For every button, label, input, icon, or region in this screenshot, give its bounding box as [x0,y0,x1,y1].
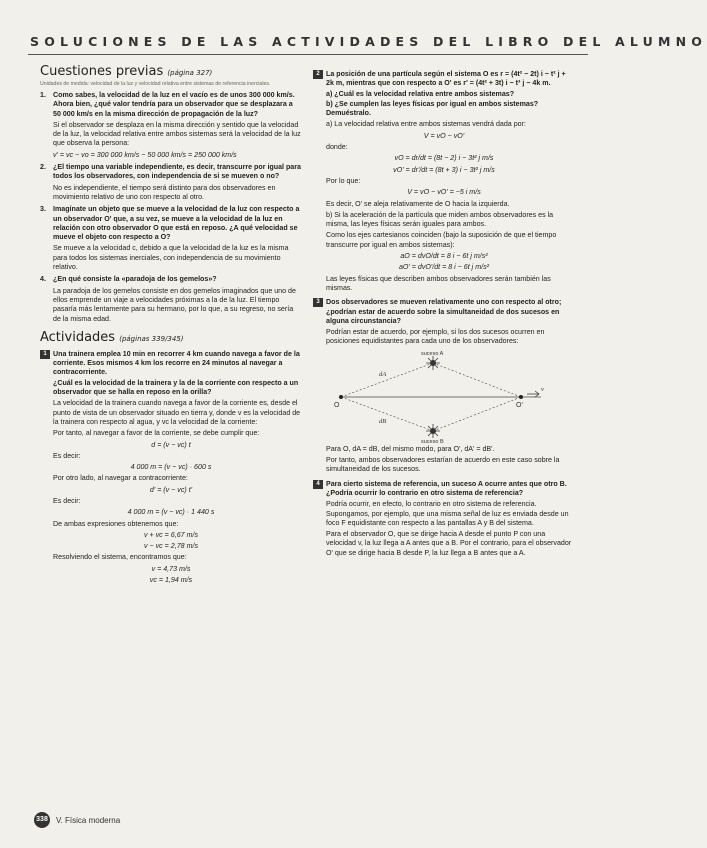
activity-text: Dos observadores se mueven relativamente uno con respecto al otro; ¿podrían estar de acuerdo sobre la simultaneidad de dos sucesos en alguna circunstancia? [326,298,562,325]
equation: V = vO − vO' [423,131,465,140]
equation: v − vc = 2,78 m/s [143,542,198,551]
observer-oprime-dot [519,395,523,399]
label-observer-oprime: O' [516,401,523,409]
answer-text: Para el observador O, que se dirige hacia A desde el punto P con una velocidad v, la luz llega a A antes que a B. Por el contrario, para el observador O' que se dirige hacia B desde P, la luz llega a B antes que a A. [326,530,572,557]
distance-line [433,363,521,397]
answer-text: Es decir: [53,496,81,505]
answer-text: Por tanto, al navegar a favor de la corriente, se debe cumplir que: [53,429,260,438]
event-b-burst-icon [426,424,440,438]
label-da: dA [379,370,387,378]
activity-text: b) ¿Se cumplen las leyes físicas por igual en ambos sistemas? Demuéstralo. [326,99,539,118]
section-subtitle: Unidades de medida: velocidad de la luz y velocidad relativa entre sistemas de referencia inerciales. [40,81,271,87]
equation: vc = 1,94 m/s [149,576,193,585]
answer-text: Es decir: [53,451,81,460]
answer-text: Las leyes físicas que describen ambos observadores serán también las mismas. [326,274,551,292]
page-number: 338 [34,812,50,828]
distance-line [433,397,521,431]
answer-text: Por otro lado, al navegar a contracorriente: [53,474,188,483]
velocity-arrow-icon [527,391,539,397]
answer-2a: a) La velocidad relativa entre ambos sistemas vendrá dada por: [326,120,526,129]
question-number: 3. [40,205,46,214]
activity-text: Una trainera emplea 10 min en recorrer 4 km cuando navega a favor de la corriente. Esos mismos 4 km los recorre en 24 minutos al navegar a contracorriente. [53,349,300,377]
question-3 [40,205,302,242]
simultaneity-diagram [333,351,558,443]
equation: d = (v − vc) t [151,440,191,449]
answer-1: Si el observador se desplaza en la misma dirección y sentido que la velocidad de la luz, la velocidad relativa entre ambos sistemas será la velocidad de la luz que observa la persona: [53,120,301,148]
distance-line [341,397,433,431]
question-text: Imagínate un objeto que se mueve a la velocidad de la luz con respecto a un observador O' que, a su vez, se mueve a la velocidad de la luz en relación con otro observador O que está en reposo. ¿A qué velocidad se mueve el objeto con respecto a O? [53,205,300,242]
equation: vO' = dr'/dt = (8t + 3) i − 3t² j m/s [393,165,495,174]
activity-text: La posición de una partícula según el sistema O es r = (4t² − 2t) i − t² j + 2k m, mientras que con respecto a O' es r' = (4t² + 3t) i − t³ j − 4k m. [326,70,566,88]
section-title-cuestiones [40,64,302,81]
answer-3: Podrían estar de acuerdo, por ejemplo, si los dos sucesos ocurren en posiciones equidistantes para cada uno de los observadores: [326,328,545,346]
question-text: Como sabes, la velocidad de la luz en el vacío es de unos 300 000 km/s. Ahora bien, ¿qué valor tendría para un observador que se desplazara a 50 000 km/s en la misma dirección de propagación de la luz? [53,91,295,118]
distance-line [341,363,433,397]
right-column [313,64,575,558]
answer-4: Podría ocurrir, en efecto, lo contrario en otro sistema de referencia. Supongamos, por ejemplo, que una misma señal de luz es enviada desde un foco F equidistante con respecto a las pantallas A y B del sistema. [326,500,569,527]
answer-2b: b) Si la aceleración de la partícula que miden ambos observadores es la misma, las leyes físicas serán iguales para ambos. [326,210,554,229]
equation: V = vO − vO' = −5 i m/s [407,188,481,197]
equation: 4 000 m = (v − vc) · 600 s [130,463,212,472]
activity-1-question [40,379,302,398]
label-suceso-b: suceso B [421,438,444,445]
activity-2 [313,70,575,89]
activity-text: ¿Cuál es la velocidad de la trainera y la de la corriente con respecto a un observador que se halla en reposo en la orilla? [53,378,299,397]
event-a-burst-icon [426,356,440,370]
question-number: 2. [40,163,46,172]
question-text: ¿El tiempo una variable independiente, es decir, transcurre por igual para todos los observadores, con independencia de si se mueven o no? [53,163,301,181]
answer-4: La paradoja de los gemelos consiste en dos gemelos imaginados que uno de ellos emprende un viaje a velocidades próximas a la de la luz. El tiempo pasaría más lentamente para su hermano, por lo que, a su regreso, no sería de la misma edad. [53,286,296,323]
equation: d' = (v − vc) t' [149,485,193,494]
question-4 [40,275,302,284]
section-title-text: Cuestiones previas [40,64,164,79]
question-2 [40,163,302,182]
page-footer [34,812,120,828]
answer-text: Como los ejes cartesianos coinciden (bajo la suposición de que el tiempo transcurre por igual en ambos sistemas): [326,231,557,249]
section-pages: (página 327) [167,69,213,77]
activity-number: 1 [40,350,50,359]
label-velocity: v [541,385,544,393]
answer-text: Por tanto, ambos observadores estarían de acuerdo en este caso sobre la simultaneidad de los sucesos. [326,456,560,474]
answer-text: Resolviendo el sistema, encontramos que: [53,553,187,562]
answer-2: No es independiente, el tiempo será distinto para dos observadores en movimiento relativo de uno con respecto al otro. [53,183,276,201]
equation: v = 4,73 m/s [151,564,191,573]
equation: aO' = dvO'/dt = 8 i − 6t j m/s² [398,263,490,272]
activity-3 [313,298,575,326]
question-text: ¿En qué consiste la «paradoja de los gemelos»? [53,275,217,284]
answer-3: Se mueve a la velocidad c, debido a que la velocidad de la luz es la misma para todos los sistemas inerciales, con independencia de su movimiento relativo. [53,244,289,272]
equation: v' = vc − vo = 300 000 km/s − 50 000 km/s = 250 000 km/s [53,150,237,159]
footer-section: V. Física moderna [56,815,121,825]
answer-text: De ambas expresiones obtenemos que: [53,519,179,528]
answer-text: Es decir, O' se aleja relativamente de O hacia la izquierda. [326,199,510,208]
activity-1 [40,350,302,378]
activity-number: 2 [313,70,323,79]
observer-o-dot [339,395,343,399]
equation: 4 000 m = (v − vc) · 1 440 s [127,508,215,517]
label-observer-o: O [334,401,340,409]
section-pages: (páginas 339/345) [119,334,184,343]
page-title: SOLUCIONES DE LAS ACTIVIDADES DEL LIBRO DEL ALUMNO [30,34,707,49]
activity-4 [313,480,575,499]
activity-text: Para cierto sistema de referencia, un suceso A ocurre antes que otro B. ¿Podría ocurrir lo contrario en otro sistema de referencia? [326,479,567,497]
activity-2a [313,90,575,99]
answer-text: Por lo que: [326,176,361,185]
question-number: 1. [40,91,46,99]
answer-text: donde: [326,143,348,152]
section-title-text: Actividades [40,329,116,345]
equation: v + vc = 6,67 m/s [143,530,198,539]
activity-2b [313,100,575,119]
equation: aO = dvO/dt = 8 i − 6t j m/s² [400,252,488,261]
activity-number: 4 [313,480,323,489]
answer-activity-1: La velocidad de la trainera cuando navega a favor de la corriente es, desde el punto de vista de un observador situado en tierra y, donde v es la velocidad de la trainera con respecto al agua, y vc la velocidad de la corriente: [53,399,301,426]
answer-text: Para O, dA = dB, del mismo modo, para O', dA' = dB'. [326,444,495,453]
equation: vO = dr/dt = (8t − 2) i − 3t² j m/s [394,154,494,163]
header-rule [28,54,588,55]
label-db: dB [379,417,387,425]
question-1 [40,91,302,119]
section-title-actividades [40,330,302,347]
question-number: 4. [40,275,46,284]
activity-number: 3 [313,298,323,307]
label-suceso-a: suceso A [421,350,444,357]
left-column [40,64,302,587]
activity-text: a) ¿Cuál es la velocidad relativa entre ambos sistemas? [326,89,515,98]
